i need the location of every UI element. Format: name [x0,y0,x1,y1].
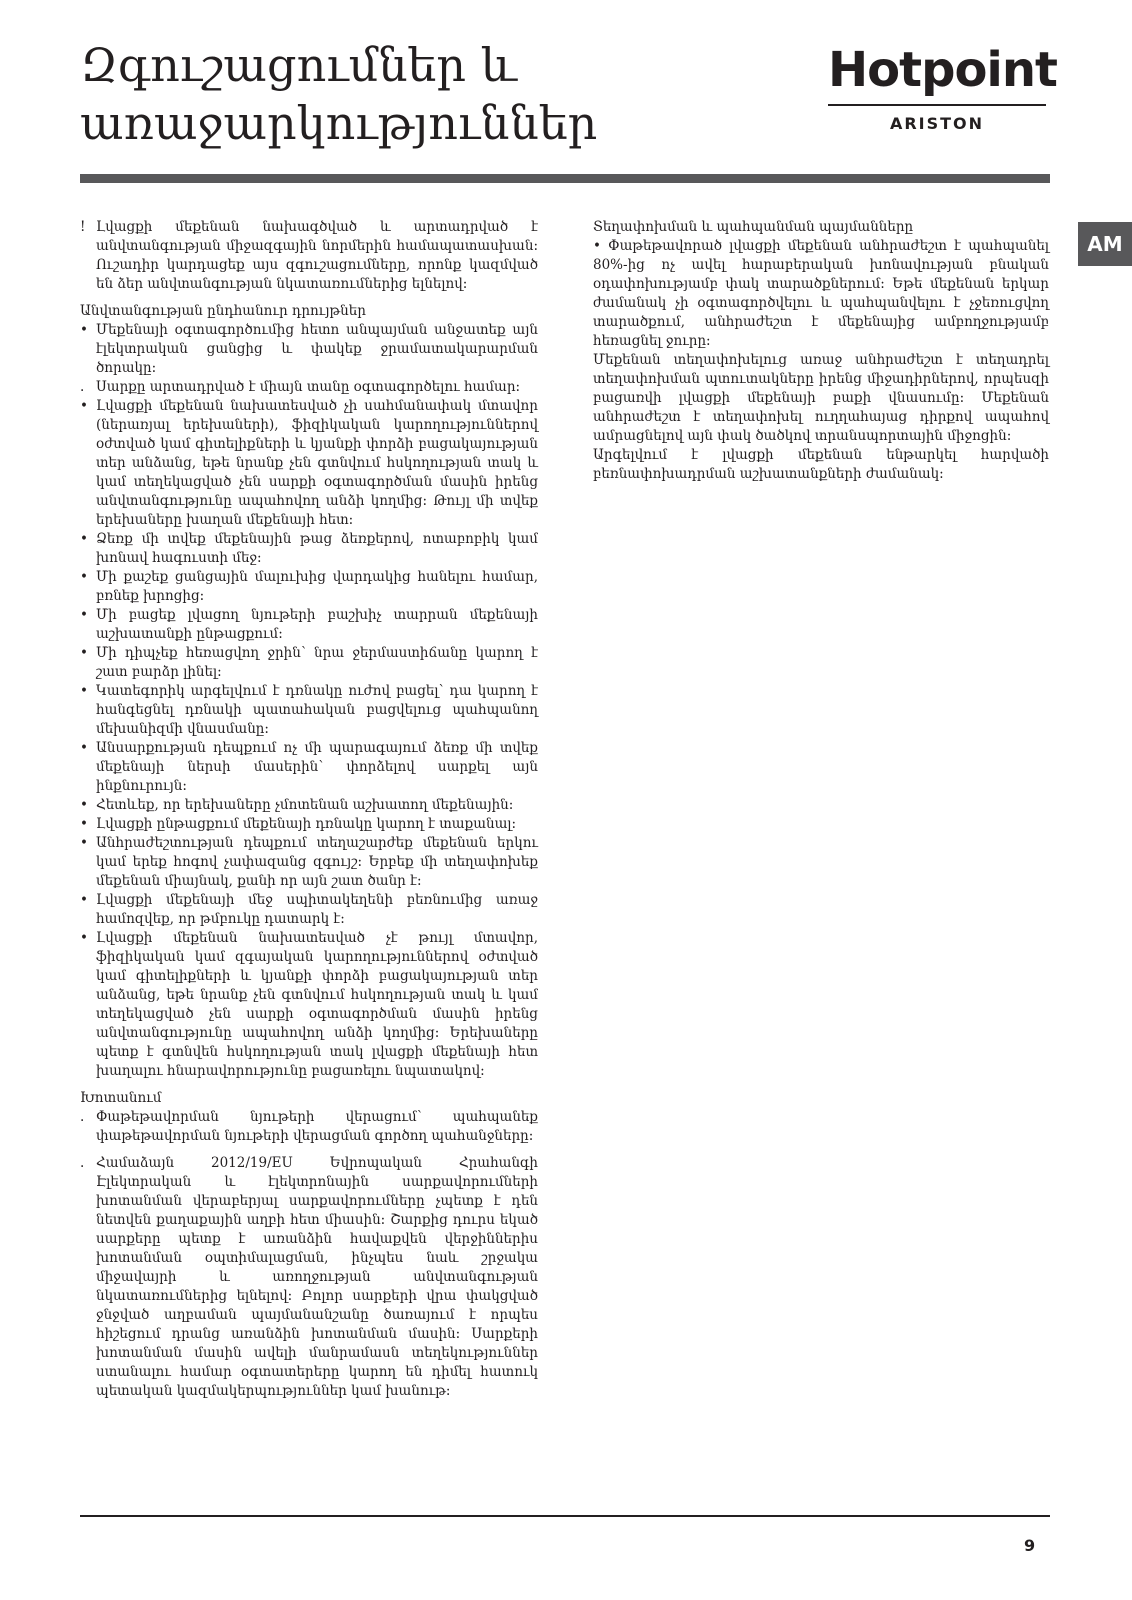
safety-item [80,891,538,929]
list-item-text: Լվացքի ընթացքում մեքենայի դռնակը կարող է տաքանալ: [96,816,517,832]
warning-mark: ! [80,219,86,235]
list-item-text: Անսարքության դեպքում ոչ մի պարագայում ձեռք մի տվեք մեքենայի ներսի մասերին՝ փորձելով սարքել այն ինքնուրույն: [96,740,538,794]
left-column [80,218,538,1409]
transport-paragraph: Մեքենան տեղափոխելուց առաջ անհրաժեշտ է տեղադրել տեղափոխման պտուտակները իրենց միջադիրներով, որպեսզի բացառվի լվացքի մեքենայի բաքի վնասումը: Մեքենան անհրաժեշտ է տեղափոխել ուղղահայաց դիրքով ապահով ամրացնելով այն փակ ծածկով տրանսպորտային միջոցին: [593,352,1049,444]
safety-item [80,378,538,397]
list-item-text: Սարքը արտադրված է միայն տանը օգտագործելու համար: [96,379,521,395]
intro-warning [80,218,538,294]
footer-rule [80,1515,1050,1517]
list-item-text: Լվացքի մեքենայի մեջ սպիտակեղենի բեռնումից առաջ համոզվեք, որ թմբուկը դատարկ է: [96,892,538,927]
list-item-text: Անհրաժեշտության դեպքում տեղաշարժեք մեքենան երկու կամ երեք հոգով չափազանց զգույշ: Երբեք մի տեղափոխեք մեքենան միայնակ, քանի որ այն շատ ծանր է: [96,835,538,889]
bullet-mark: • [80,683,88,699]
brand-logo [828,40,1057,133]
bullet-mark: • [80,398,88,414]
title-line-2: առաջարկություններ [80,96,598,150]
bullet-mark: . [80,1155,85,1171]
safety-item [80,568,538,606]
language-badge: AM [1078,222,1132,266]
bullet-mark: • [80,322,88,338]
disposal-heading: Խոտանում [80,1090,162,1106]
logo-wordmark: Hotpoint [828,42,1057,98]
list-item-text: Մի դիպչեք հեռացվող ջրին՝ նրա ջերմաստիճանը կարող է շատ բարձր լինել: [96,645,538,680]
storage-paragraph: • Փաթեթավորած լվացքի մեքենան անհրաժեշտ է պահպանել 80%-ից ոչ ավել հարաբերական խոնավության բնական օդափոխությամբ փակ տարածքներում: Եթե մեքենան երկար ժամանակ չի օգտագործվելու և պահպանվելու է չջեռուցվող տարածքում, անհրաժեշտ է մեքենայից ամբողջությամբ հեռացնել ջուրը: [593,238,1049,349]
transport-heading: Տեղափոխման և պահպանման պայմանները [593,219,914,235]
safety-item [80,397,538,530]
bullet-mark: • [80,816,88,832]
bullet-mark: • [80,607,88,623]
list-item-text: Կատեգորիկ արգելվում է դռնակը ուժով բացել՝ դա կարող է հանգեցնել դռնակի պատահական բացվելուց պահպանող մեխանիզմի վնասմանը: [96,683,538,737]
list-item-text: Ձեռք մի տվեք մեքենային թաց ձեռքերով, ոտաբոբիկ կամ խոնավ հագուստի մեջ: [96,531,538,566]
safety-item [80,815,538,834]
list-item-text: Մի բացեք լվացող նյութերի բաշխիչ տարրան մեքենայի աշխատանքի ընթացքում: [96,607,538,642]
disposal-list [80,1108,538,1401]
list-item-text: Համաձայն 2012/19/EU Եվրոպական Հրահանգի Էլեկտրական և էլեկտրոնային սարքավորումների խոտանման վերաբերյալ սարքավորումները չպետք է դեն նետվեն քաղաքային աղբի հետ միասին: Շարքից դուրս եկած սարքերը պետք է առանձին հավաքվեն վերջիններիս խոտանման օպտիմալացման, ինչպես նաև շրջակա միջավայրի և առողջության անվտանգության նկատառումներից ելնելով: Բոլոր սարքերի վրա փակցված ջնջված աղբաման պայմանանշանը ծառայում է որպես հիշեցում դրանց առանձին խոտանման մասին: Սարքերի խոտանման մասին ավելի մանրամասն տեղեկություններ ստանալու համար օգտատերերը կարող են դիմել հատուկ պետական կազմակերպություններ կամ խանութ: [96,1155,538,1399]
safety-item [80,796,538,815]
safety-heading: Անվտանգության ընդհանուր դրույթներ [80,303,366,319]
list-item-text: Մեքենայի օգտագործումից հետո անպայման անջատեք այն էլեկտրական ցանցից և փակեք ջրամատակարարման ծորակը: [96,322,538,376]
safety-item [80,606,538,644]
list-item-text: Լվացքի մեքենան նախատեսված չի սահմանափակ մտավոր (ներառյալ երեխաների), ֆիզիկական կարողություններով օժտված կամ գիտելիքների և կյանքի փորձի բացակայության տեր անձանց, եթե նրանք չեն գտնվում հսկողության տակ և կամ տեղեկացված չեն սարքի օգտագործման մասին իրենց անվտանգությունը ապահովող անձի կողմից: Թույլ մի տվեք երեխաները խաղան մեքենայի հետ: [96,398,538,528]
safety-item [80,682,538,739]
safety-list [80,321,538,1081]
disposal-item [80,1154,538,1401]
bullet-mark: . [80,1109,85,1125]
safety-item [80,739,538,796]
bullet-mark: • [80,569,88,585]
safety-item [80,530,538,568]
intro-text: Լվացքի մեքենան նախագծված և արտադրված է անվտանգության միջազգային նորմերին համապատասխան: Ուշադիր կարդացեք այս զգուշացումները, որոնք կազմված են ձեր անվտանգության նկատառումներից ելնելով: [96,219,538,292]
impact-warning-paragraph: Արգելվում է լվացքի մեքենան ենթարկել հարվածի բեռնափոխադրման աշխատանքների ժամանակ: [593,447,1049,482]
bullet-mark: • [80,797,88,813]
bullet-mark: • [80,930,88,946]
safety-item [80,929,538,1081]
bullet-mark: • [80,645,88,661]
page-title [80,36,597,152]
right-column [593,218,1049,484]
bullet-mark: • [80,835,88,851]
bullet-mark: • [80,892,88,908]
page-number: 9 [1024,1536,1036,1555]
logo-subtitle: ARISTON [889,114,985,133]
header-rule [80,174,1050,183]
bullet-mark: • [80,740,88,756]
list-item-text: Մի քաշեք ցանցային մալուխից վարդակից հանելու համար, բռնեք խրոցից: [96,569,538,604]
bullet-mark: . [80,379,85,395]
list-item-text: Փաթեթավորման նյութերի վերացում՝ պահպանեք փաթեթավորման նյութերի վերացման գործող պահանջները: [96,1109,538,1144]
safety-item [80,321,538,378]
bullet-mark: • [80,531,88,547]
safety-item [80,834,538,891]
safety-item [80,644,538,682]
disposal-item [80,1108,538,1146]
list-item-text: Հետևեք, որ երեխաները չմոտենան աշխատող մեքենային: [96,797,514,813]
list-item-text: Լվացքի մեքենան նախատեսված չէ թույլ մտավոր, ֆիզիկական կամ զգայական կարողություններով օժտված կամ գիտելիքների և կյանքի փորձի բացակայության տեր անձանց, եթե նրանք չեն գտնվում հսկողության տակ և կամ տեղեկացված չեն սարքի օգտագործման մասին իրենց անվտանգությունը ապահովող անձի կողմից: Երեխաները պետք է գտնվեն հսկողության տակ լվացքի մեքենայի հետ խաղալու հնարավորությունը բացառելու նպատակով: [96,930,538,1079]
logo-divider [828,104,1046,106]
title-line-1: Զգուշացումներ և [80,38,517,92]
